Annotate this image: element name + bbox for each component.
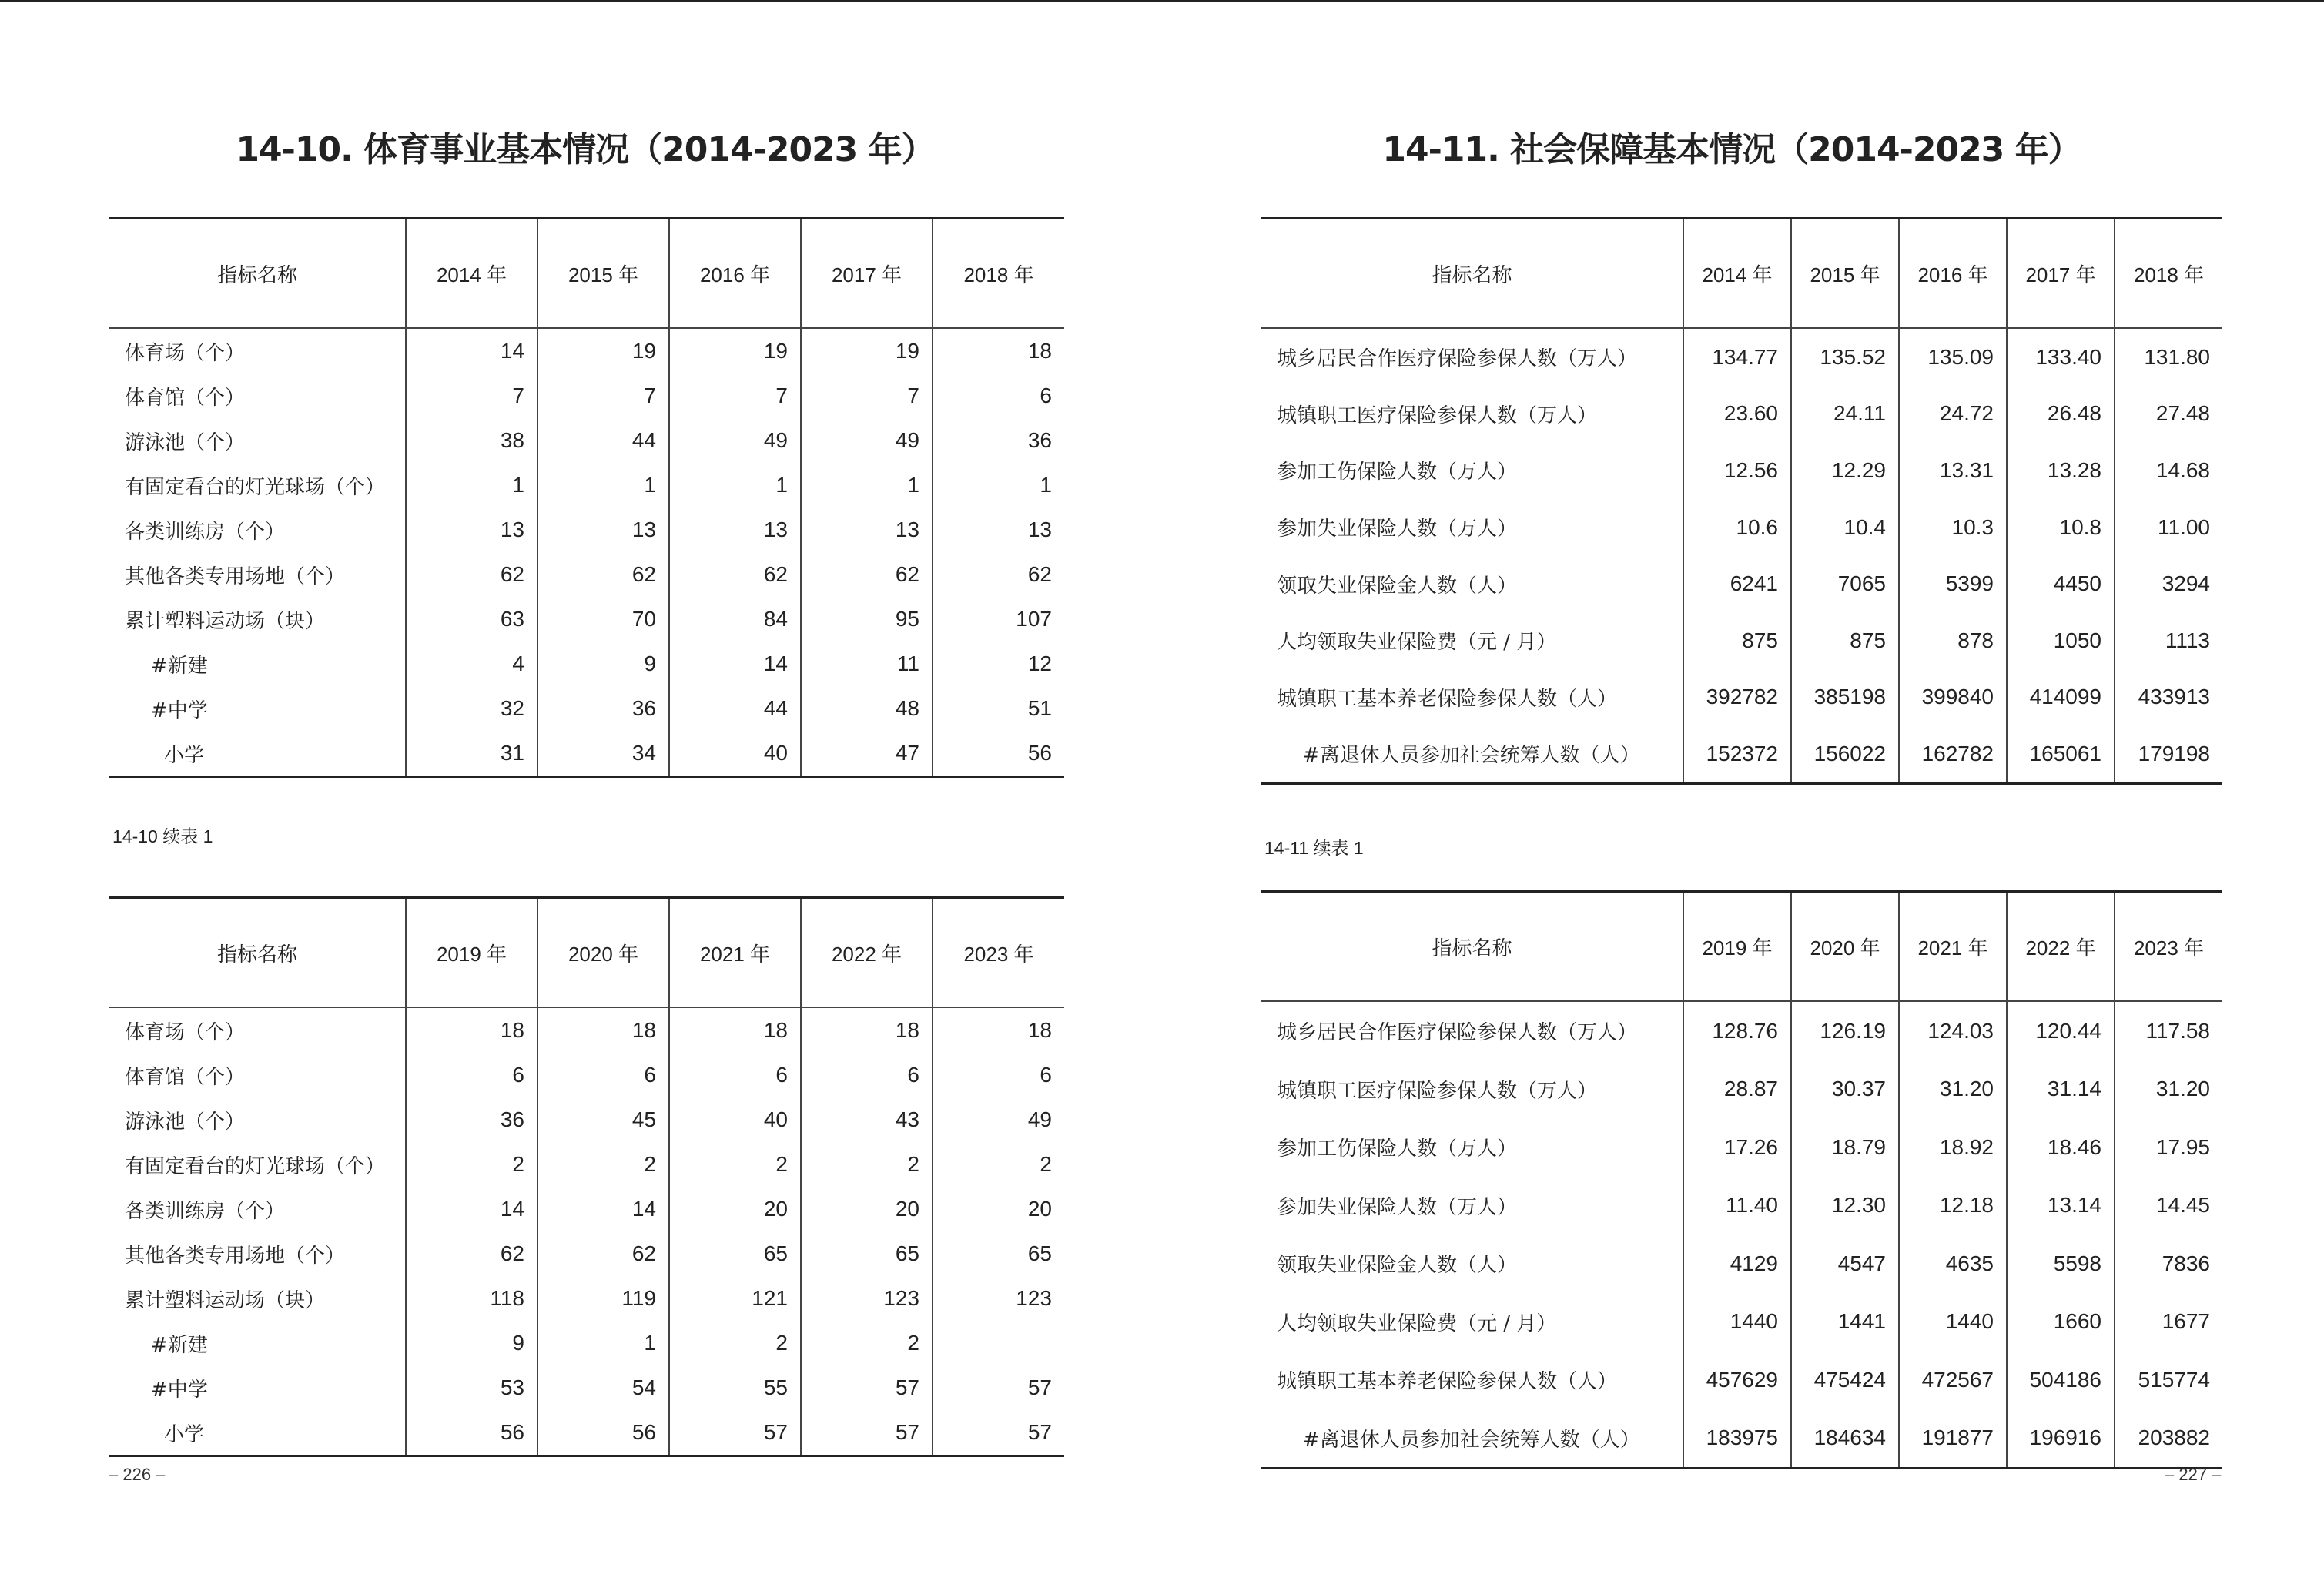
- year-header: 2019 年: [1683, 892, 1791, 1002]
- table-row: [109, 1410, 1064, 1456]
- value-cell: 18: [933, 1007, 1064, 1053]
- value-cell: 44: [537, 418, 669, 463]
- sports-table-2014-2018: [109, 217, 1064, 778]
- value-cell: 399840: [1899, 669, 2007, 726]
- value-cell: 38: [406, 418, 537, 463]
- row-label: 各类训练房（个）: [125, 520, 286, 544]
- value-cell: 152372: [1683, 725, 1791, 783]
- value-cell: 13: [669, 508, 801, 552]
- value-cell: 11.40: [1683, 1177, 1791, 1235]
- value-cell: 6: [933, 374, 1064, 418]
- value-cell: 6: [669, 1053, 801, 1097]
- value-cell: 117.58: [2115, 1001, 2222, 1060]
- table-row: [109, 686, 1064, 731]
- value-cell: 57: [801, 1365, 933, 1410]
- value-cell: 1: [537, 463, 669, 508]
- value-cell: 179198: [2115, 725, 2222, 783]
- value-cell: 18: [537, 1007, 669, 1053]
- row-label: 其他各类专用场地（个）: [125, 1244, 346, 1268]
- row-label: #中学: [151, 699, 208, 722]
- value-cell: 3294: [2115, 555, 2222, 612]
- value-cell: 40: [669, 1097, 801, 1142]
- row-label: #新建: [151, 654, 208, 678]
- value-cell: 57: [933, 1410, 1064, 1456]
- value-cell: 31: [406, 731, 537, 777]
- value-cell: 1440: [1899, 1293, 2007, 1352]
- table-row: [1261, 1001, 2222, 1060]
- value-cell: 14: [406, 1187, 537, 1231]
- year-header: 2022 年: [2007, 892, 2115, 1002]
- value-cell: 18.79: [1791, 1118, 1899, 1177]
- year-header: 2015 年: [1791, 219, 1899, 329]
- value-cell: 12.56: [1683, 442, 1791, 499]
- value-cell: 7: [537, 374, 669, 418]
- row-label: 领取失业保险金人数（人）: [1277, 1254, 1518, 1278]
- value-cell: 9: [537, 642, 669, 686]
- value-cell: 24.11: [1791, 386, 1899, 443]
- sports-table-2019-2023: [109, 896, 1064, 1457]
- row-label: 各类训练房（个）: [125, 1199, 286, 1223]
- value-cell: 7: [801, 374, 933, 418]
- row-label: 城镇职工医疗保险参保人数（万人）: [1277, 404, 1598, 427]
- value-cell: 119: [537, 1276, 669, 1321]
- value-cell: 472567: [1899, 1351, 2007, 1409]
- value-cell: 56: [406, 1410, 537, 1456]
- indicator-name-header: 指标名称: [109, 898, 406, 1008]
- header-row: [109, 898, 1064, 1008]
- value-cell: 24.72: [1899, 386, 2007, 443]
- value-cell: 28.87: [1683, 1060, 1791, 1119]
- value-cell: 6241: [1683, 555, 1791, 612]
- value-cell: 1660: [2007, 1293, 2115, 1352]
- value-cell: 13: [801, 508, 933, 552]
- value-cell: 34: [537, 731, 669, 777]
- value-cell: 95: [801, 597, 933, 642]
- value-cell: 4: [406, 642, 537, 686]
- table-row: [109, 374, 1064, 418]
- value-cell: 135.52: [1791, 328, 1899, 386]
- row-label: 体育场（个）: [125, 1020, 246, 1044]
- value-cell: 13: [406, 508, 537, 552]
- year-header: 2018 年: [933, 219, 1064, 329]
- table-row: [109, 731, 1064, 777]
- row-label: 其他各类专用场地（个）: [125, 565, 346, 588]
- value-cell: 4129: [1683, 1235, 1791, 1293]
- row-label: 城乡居民合作医疗保险参保人数（万人）: [1277, 347, 1638, 371]
- value-cell: 30.37: [1791, 1060, 1899, 1119]
- value-cell: 13.28: [2007, 442, 2115, 499]
- value-cell: 2: [537, 1142, 669, 1187]
- value-cell: 56: [537, 1410, 669, 1456]
- value-cell: 63: [406, 597, 537, 642]
- value-cell: 131.80: [2115, 328, 2222, 386]
- indicator-name-header: 指标名称: [109, 219, 406, 329]
- value-cell: 23.60: [1683, 386, 1791, 443]
- row-label: 小学: [164, 1422, 205, 1446]
- table-row: [1261, 1118, 2222, 1177]
- right-page-title: 14-11. 社会保障基本情况（2014-2023 年）: [1382, 130, 2081, 169]
- value-cell: 6: [933, 1053, 1064, 1097]
- table-row: [109, 1231, 1064, 1276]
- row-label: 累计塑料运动场（块）: [125, 1288, 326, 1312]
- table-row: [109, 1321, 1064, 1365]
- row-label: 参加工伤保险人数（万人）: [1277, 461, 1518, 484]
- value-cell: 17.95: [2115, 1118, 2222, 1177]
- table-row: [109, 1187, 1064, 1231]
- value-cell: 1: [537, 1321, 669, 1365]
- value-cell: 1050: [2007, 612, 2115, 669]
- value-cell: 1: [801, 463, 933, 508]
- row-label: #中学: [151, 1378, 208, 1402]
- value-cell: [933, 1321, 1064, 1365]
- table-row: [109, 463, 1064, 508]
- indicator-name-header: 指标名称: [1261, 219, 1683, 329]
- value-cell: 7836: [2115, 1235, 2222, 1293]
- value-cell: 504186: [2007, 1351, 2115, 1409]
- value-cell: 55: [669, 1365, 801, 1410]
- value-cell: 2: [406, 1142, 537, 1187]
- value-cell: 1: [669, 463, 801, 508]
- value-cell: 18: [406, 1007, 537, 1053]
- value-cell: 1677: [2115, 1293, 2222, 1352]
- value-cell: 128.76: [1683, 1001, 1791, 1060]
- value-cell: 123: [933, 1276, 1064, 1321]
- value-cell: 18.92: [1899, 1118, 2007, 1177]
- value-cell: 7065: [1791, 555, 1899, 612]
- value-cell: 135.09: [1899, 328, 2007, 386]
- value-cell: 14.68: [2115, 442, 2222, 499]
- value-cell: 31.14: [2007, 1060, 2115, 1119]
- year-header: 2021 年: [669, 898, 801, 1008]
- table-row: [109, 1007, 1064, 1053]
- table-row: [109, 1097, 1064, 1142]
- year-header: 2023 年: [2115, 892, 2222, 1002]
- value-cell: 62: [933, 552, 1064, 597]
- row-label: #离退休人员参加社会统筹人数（人）: [1303, 1428, 1640, 1452]
- value-cell: 57: [669, 1410, 801, 1456]
- value-cell: 49: [933, 1097, 1064, 1142]
- value-cell: 14: [537, 1187, 669, 1231]
- value-cell: 2: [669, 1321, 801, 1365]
- row-label: 体育场（个）: [125, 341, 246, 365]
- value-cell: 18: [801, 1007, 933, 1053]
- table-row: [109, 552, 1064, 597]
- table-row: [109, 1276, 1064, 1321]
- value-cell: 11: [801, 642, 933, 686]
- row-label: 有固定看台的灯光球场（个）: [125, 475, 386, 499]
- value-cell: 10.8: [2007, 499, 2115, 556]
- value-cell: 51: [933, 686, 1064, 731]
- value-cell: 65: [669, 1231, 801, 1276]
- year-header: 2014 年: [1683, 219, 1791, 329]
- year-header: 2018 年: [2115, 219, 2222, 329]
- year-header: 2016 年: [669, 219, 801, 329]
- table-row: [1261, 499, 2222, 556]
- value-cell: 19: [801, 328, 933, 374]
- value-cell: 49: [669, 418, 801, 463]
- value-cell: 48: [801, 686, 933, 731]
- value-cell: 13: [933, 508, 1064, 552]
- value-cell: 385198: [1791, 669, 1899, 726]
- value-cell: 875: [1791, 612, 1899, 669]
- value-cell: 107: [933, 597, 1064, 642]
- row-label: #离退休人员参加社会统筹人数（人）: [1303, 744, 1640, 768]
- value-cell: 184634: [1791, 1409, 1899, 1469]
- value-cell: 57: [933, 1365, 1064, 1410]
- header-row: [109, 219, 1064, 329]
- value-cell: 156022: [1791, 725, 1899, 783]
- year-header: 2020 年: [537, 898, 669, 1008]
- value-cell: 14.45: [2115, 1177, 2222, 1235]
- table-row: [109, 328, 1064, 374]
- table-row: [109, 1365, 1064, 1410]
- value-cell: 13: [537, 508, 669, 552]
- year-header: 2021 年: [1899, 892, 2007, 1002]
- value-cell: 54: [537, 1365, 669, 1410]
- row-label: 参加工伤保险人数（万人）: [1277, 1137, 1518, 1161]
- row-label: 游泳池（个）: [125, 1110, 246, 1134]
- value-cell: 475424: [1791, 1351, 1899, 1409]
- value-cell: 7: [669, 374, 801, 418]
- value-cell: 49: [801, 418, 933, 463]
- value-cell: 32: [406, 686, 537, 731]
- value-cell: 9: [406, 1321, 537, 1365]
- row-label: 体育馆（个）: [125, 1065, 246, 1089]
- value-cell: 2: [669, 1142, 801, 1187]
- table-row: [1261, 386, 2222, 443]
- value-cell: 14: [669, 642, 801, 686]
- value-cell: 20: [933, 1187, 1064, 1231]
- table-row: [1261, 1235, 2222, 1293]
- year-header: 2017 年: [801, 219, 933, 329]
- table-row: [1261, 1177, 2222, 1235]
- table-row: [109, 1142, 1064, 1187]
- indicator-name-header: 指标名称: [1261, 892, 1683, 1002]
- value-cell: 62: [406, 1231, 537, 1276]
- value-cell: 53: [406, 1365, 537, 1410]
- value-cell: 134.77: [1683, 328, 1791, 386]
- value-cell: 120.44: [2007, 1001, 2115, 1060]
- value-cell: 36: [537, 686, 669, 731]
- value-cell: 26.48: [2007, 386, 2115, 443]
- value-cell: 19: [537, 328, 669, 374]
- value-cell: 1113: [2115, 612, 2222, 669]
- value-cell: 14: [406, 328, 537, 374]
- table-row: [109, 418, 1064, 463]
- year-header: 2016 年: [1899, 219, 2007, 329]
- table-row: [1261, 669, 2222, 726]
- row-label: 城镇职工基本养老保险参保人数（人）: [1277, 1370, 1618, 1394]
- value-cell: 44: [669, 686, 801, 731]
- value-cell: 2: [801, 1321, 933, 1365]
- value-cell: 11.00: [2115, 499, 2222, 556]
- value-cell: 12.30: [1791, 1177, 1899, 1235]
- value-cell: 62: [406, 552, 537, 597]
- value-cell: 203882: [2115, 1409, 2222, 1469]
- value-cell: 57: [801, 1410, 933, 1456]
- value-cell: 4450: [2007, 555, 2115, 612]
- row-label: 小学: [164, 743, 205, 767]
- year-header: 2023 年: [933, 898, 1064, 1008]
- value-cell: 5399: [1899, 555, 2007, 612]
- value-cell: 133.40: [2007, 328, 2115, 386]
- table-row: [1261, 555, 2222, 612]
- value-cell: 18.46: [2007, 1118, 2115, 1177]
- table-row: [1261, 328, 2222, 386]
- value-cell: 118: [406, 1276, 537, 1321]
- row-label: 游泳池（个）: [125, 431, 246, 454]
- value-cell: 191877: [1899, 1409, 2007, 1469]
- value-cell: 515774: [2115, 1351, 2222, 1409]
- row-label: 有固定看台的灯光球场（个）: [125, 1154, 386, 1178]
- table-row: [1261, 442, 2222, 499]
- value-cell: 20: [669, 1187, 801, 1231]
- value-cell: 40: [669, 731, 801, 777]
- value-cell: 18: [933, 328, 1064, 374]
- value-cell: 13.14: [2007, 1177, 2115, 1235]
- value-cell: 1: [406, 463, 537, 508]
- value-cell: 19: [669, 328, 801, 374]
- value-cell: 70: [537, 597, 669, 642]
- table-row: [109, 597, 1064, 642]
- row-label: 人均领取失业保险费（元 / 月）: [1277, 631, 1557, 655]
- year-header: 2020 年: [1791, 892, 1899, 1002]
- row-label: 参加失业保险人数（万人）: [1277, 518, 1518, 541]
- table-row: [1261, 1351, 2222, 1409]
- value-cell: 47: [801, 731, 933, 777]
- table-row: [109, 642, 1064, 686]
- year-header: 2017 年: [2007, 219, 2115, 329]
- page-number: – 226 –: [109, 1465, 166, 1484]
- row-label: 城镇职工基本养老保险参保人数（人）: [1277, 687, 1618, 711]
- value-cell: 1441: [1791, 1293, 1899, 1352]
- value-cell: 12.18: [1899, 1177, 2007, 1235]
- value-cell: 5598: [2007, 1235, 2115, 1293]
- value-cell: 878: [1899, 612, 2007, 669]
- value-cell: 6: [537, 1053, 669, 1097]
- value-cell: 124.03: [1899, 1001, 2007, 1060]
- value-cell: 121: [669, 1276, 801, 1321]
- year-header: 2014 年: [406, 219, 537, 329]
- header-row: [1261, 892, 2222, 1002]
- value-cell: 27.48: [2115, 386, 2222, 443]
- table-row: [1261, 1060, 2222, 1119]
- value-cell: 36: [933, 418, 1064, 463]
- right-page: [1162, 0, 2324, 1588]
- row-label: 参加失业保险人数（万人）: [1277, 1195, 1518, 1219]
- year-header: 2019 年: [406, 898, 537, 1008]
- value-cell: 4547: [1791, 1235, 1899, 1293]
- year-header: 2015 年: [537, 219, 669, 329]
- value-cell: 457629: [1683, 1351, 1791, 1409]
- value-cell: 62: [537, 552, 669, 597]
- value-cell: 165061: [2007, 725, 2115, 783]
- social-security-table-2019-2023: [1261, 890, 2222, 1469]
- value-cell: 2: [801, 1142, 933, 1187]
- row-label: 体育馆（个）: [125, 386, 246, 410]
- value-cell: 1: [933, 463, 1064, 508]
- value-cell: 45: [537, 1097, 669, 1142]
- row-label: 城镇职工医疗保险参保人数（万人）: [1277, 1079, 1598, 1103]
- value-cell: 183975: [1683, 1409, 1791, 1469]
- table-row: [109, 1053, 1064, 1097]
- table-row: [1261, 612, 2222, 669]
- value-cell: 1440: [1683, 1293, 1791, 1352]
- value-cell: 6: [801, 1053, 933, 1097]
- value-cell: 56: [933, 731, 1064, 777]
- value-cell: 10.6: [1683, 499, 1791, 556]
- value-cell: 43: [801, 1097, 933, 1142]
- row-label: 累计塑料运动场（块）: [125, 609, 326, 633]
- value-cell: 196916: [2007, 1409, 2115, 1469]
- value-cell: 7: [406, 374, 537, 418]
- table-row: [1261, 725, 2222, 783]
- value-cell: 123: [801, 1276, 933, 1321]
- value-cell: 62: [669, 552, 801, 597]
- value-cell: 65: [801, 1231, 933, 1276]
- social-security-table-2014-2018: [1261, 217, 2222, 785]
- table-row: [109, 508, 1064, 552]
- value-cell: 392782: [1683, 669, 1791, 726]
- value-cell: 13.31: [1899, 442, 2007, 499]
- value-cell: 62: [801, 552, 933, 597]
- value-cell: 10.3: [1899, 499, 2007, 556]
- row-label: 领取失业保险金人数（人）: [1277, 574, 1518, 598]
- value-cell: 6: [406, 1053, 537, 1097]
- value-cell: 12.29: [1791, 442, 1899, 499]
- value-cell: 65: [933, 1231, 1064, 1276]
- row-label: 人均领取失业保险费（元 / 月）: [1277, 1312, 1557, 1335]
- value-cell: 875: [1683, 612, 1791, 669]
- right-continuation-label: 14-11 续表 1: [1264, 838, 1364, 858]
- value-cell: 36: [406, 1097, 537, 1142]
- value-cell: 31.20: [1899, 1060, 2007, 1119]
- table-row: [1261, 1409, 2222, 1469]
- value-cell: 31.20: [2115, 1060, 2222, 1119]
- value-cell: 10.4: [1791, 499, 1899, 556]
- value-cell: 18: [669, 1007, 801, 1053]
- page-number: – 227 –: [2165, 1465, 2222, 1484]
- left-page-title: 14-10. 体育事业基本情况（2014-2023 年）: [236, 130, 935, 169]
- header-row: [1261, 219, 2222, 329]
- row-label: #新建: [151, 1333, 208, 1357]
- value-cell: 162782: [1899, 725, 2007, 783]
- row-label: 城乡居民合作医疗保险参保人数（万人）: [1277, 1021, 1638, 1045]
- value-cell: 84: [669, 597, 801, 642]
- year-header: 2022 年: [801, 898, 933, 1008]
- value-cell: 126.19: [1791, 1001, 1899, 1060]
- value-cell: 62: [537, 1231, 669, 1276]
- left-continuation-label: 14-10 续表 1: [112, 826, 213, 846]
- value-cell: 414099: [2007, 669, 2115, 726]
- table-row: [1261, 1293, 2222, 1352]
- value-cell: 17.26: [1683, 1118, 1791, 1177]
- value-cell: 20: [801, 1187, 933, 1231]
- value-cell: 4635: [1899, 1235, 2007, 1293]
- value-cell: 433913: [2115, 669, 2222, 726]
- value-cell: 12: [933, 642, 1064, 686]
- value-cell: 2: [933, 1142, 1064, 1187]
